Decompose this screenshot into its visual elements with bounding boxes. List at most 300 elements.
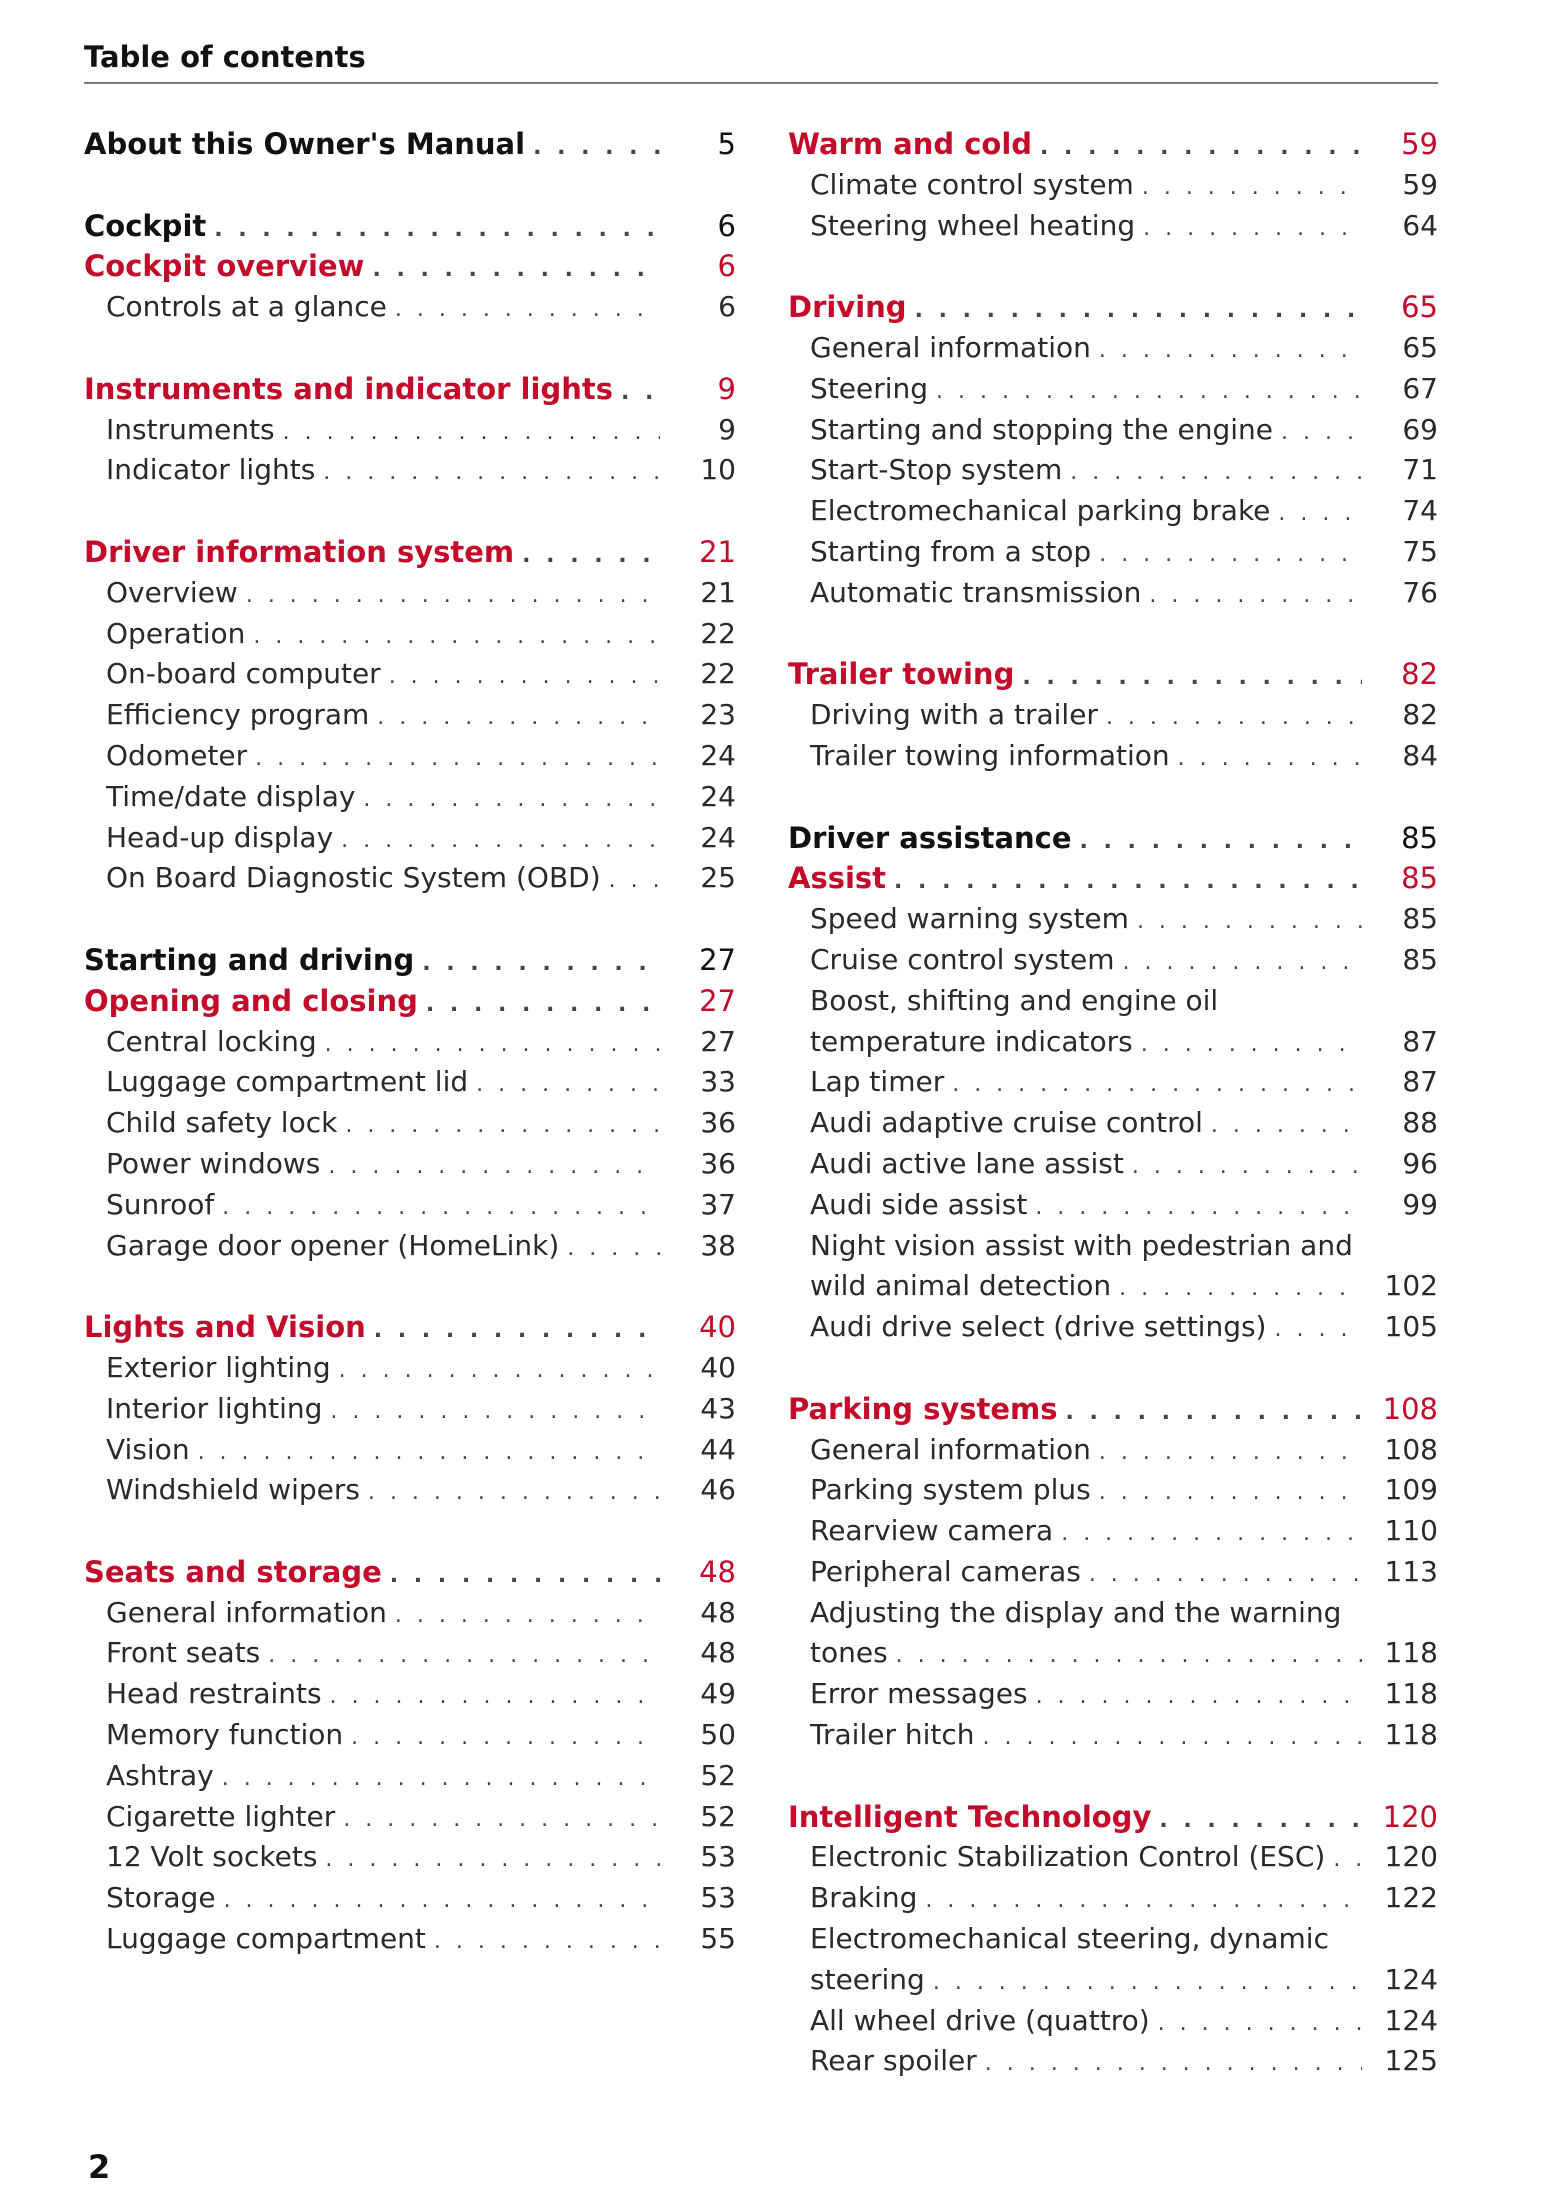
dot-leader xyxy=(1027,1188,1362,1229)
entry-title: Starting from a stop xyxy=(810,534,1092,568)
toc-entry[interactable] xyxy=(84,1022,736,1063)
section-title: Cockpit xyxy=(84,208,207,243)
toc-entry[interactable] xyxy=(788,491,1438,532)
toc-entry[interactable] xyxy=(788,206,1438,247)
page-ref: 102 xyxy=(1384,1269,1438,1303)
entry-title: Start-Stop system xyxy=(810,453,1063,487)
toc-section-heading[interactable] xyxy=(788,124,1438,165)
dot-leader xyxy=(928,372,1362,413)
page-ref: 40 xyxy=(700,1350,736,1384)
toc-entry[interactable] xyxy=(84,1062,736,1103)
entry-title: Peripheral cameras xyxy=(810,1554,1081,1588)
entry-title: Storage xyxy=(106,1881,216,1915)
entry-title: Speed warning system xyxy=(810,902,1129,936)
section-title: Seats and storage xyxy=(84,1554,382,1589)
entry-title: General information xyxy=(106,1595,387,1629)
toc-entry[interactable] xyxy=(84,695,736,736)
entry-title: Error messages xyxy=(810,1677,1028,1711)
dot-leader xyxy=(1091,331,1362,372)
dot-leader xyxy=(1133,1025,1362,1066)
page-ref: 23 xyxy=(700,698,736,732)
entry-title: Braking xyxy=(810,1881,918,1915)
section-title: Intelligent Technology xyxy=(788,1799,1152,1834)
dot-leader xyxy=(320,1147,660,1188)
dot-leader xyxy=(1124,1147,1362,1188)
entry-title: Overview xyxy=(106,575,238,609)
page-ref: 74 xyxy=(1402,494,1438,528)
dot-leader xyxy=(369,698,660,739)
dot-leader xyxy=(1134,168,1362,209)
dot-leader xyxy=(1170,739,1362,780)
page-ref: 59 xyxy=(1402,167,1438,201)
page-ref: 53 xyxy=(700,1840,736,1874)
toc-entry[interactable] xyxy=(84,818,736,859)
page-ref: 59 xyxy=(1401,127,1438,161)
toc-section-heading[interactable] xyxy=(84,981,736,1022)
toc-section-heading[interactable] xyxy=(788,1389,1438,1430)
page-ref: 82 xyxy=(1402,698,1438,732)
page-ref: 6 xyxy=(718,290,736,324)
dot-leader xyxy=(381,657,660,698)
toc-entry[interactable] xyxy=(788,1511,1438,1552)
page-ref: 33 xyxy=(700,1065,736,1099)
entry-title: Child safety lock xyxy=(106,1106,338,1140)
dot-leader xyxy=(1141,576,1362,617)
dot-leader xyxy=(382,1556,660,1597)
section-gap xyxy=(788,1756,1438,1797)
page-ref: 124 xyxy=(1384,1962,1438,1996)
toc-section-heading[interactable] xyxy=(84,940,736,981)
entry-title: Operation xyxy=(106,616,246,650)
page-ref: 108 xyxy=(1382,1391,1438,1426)
toc-entry[interactable] xyxy=(788,1062,1438,1103)
page-ref: 6 xyxy=(717,208,736,243)
toc-entry[interactable] xyxy=(84,1185,736,1226)
dot-leader xyxy=(1273,413,1362,454)
entry-title: Efficiency program xyxy=(106,698,370,732)
section-title: Opening and closing xyxy=(84,983,418,1018)
page-ref: 5 xyxy=(717,127,736,161)
page-ref: 113 xyxy=(1384,1554,1438,1588)
dot-leader xyxy=(1091,1433,1362,1474)
dot-leader xyxy=(1150,2004,1362,2045)
page-ref: 71 xyxy=(1402,453,1438,487)
section-gap xyxy=(788,1348,1438,1389)
toc-section-heading[interactable] xyxy=(788,818,1438,859)
toc-entry[interactable] xyxy=(788,1960,1438,2001)
page-ref: 65 xyxy=(1402,330,1438,364)
page-ref: 82 xyxy=(1401,657,1438,692)
dot-leader xyxy=(1129,902,1362,943)
toc-entry[interactable] xyxy=(788,1919,1438,1960)
entry-title: Central locking xyxy=(106,1024,317,1058)
section-gap xyxy=(84,165,736,206)
entry-title: Rear spoiler xyxy=(810,2044,977,2078)
page-ref: 105 xyxy=(1384,1310,1438,1344)
entry-title: Lap timer xyxy=(810,1065,945,1099)
toc-entry[interactable] xyxy=(788,165,1438,206)
toc-entry[interactable] xyxy=(788,1266,1438,1307)
entry-title: Steering wheel heating xyxy=(810,208,1136,242)
toc-entry[interactable] xyxy=(788,1430,1438,1471)
section-title: Trailer towing xyxy=(788,657,1015,692)
dot-leader xyxy=(426,1922,660,1963)
page-ref: 87 xyxy=(1402,1065,1438,1099)
page-ref: 25 xyxy=(700,861,736,895)
page-ref: 52 xyxy=(700,1799,736,1833)
toc-entry[interactable] xyxy=(788,410,1438,451)
page-ref: 96 xyxy=(1402,1146,1438,1180)
section-title: Instruments and indicator lights xyxy=(84,371,613,406)
entry-title: Head restraints xyxy=(106,1677,322,1711)
toc-entry[interactable] xyxy=(788,981,1438,1022)
section-title: Cockpit overview xyxy=(84,249,365,284)
entry-title: Windshield wipers xyxy=(106,1473,360,1507)
entry-title: On Board Diagnostic System (OBD) xyxy=(106,861,601,895)
toc-section-heading[interactable] xyxy=(84,124,736,165)
toc-section-heading[interactable] xyxy=(788,1797,1438,1838)
page-ref: 55 xyxy=(700,1922,736,1956)
dot-leader xyxy=(1266,1310,1362,1351)
entry-title: tones xyxy=(810,1636,888,1670)
page-ref: 52 xyxy=(700,1758,736,1792)
dot-leader xyxy=(1203,1106,1362,1147)
page-ref: 40 xyxy=(699,1310,736,1345)
dot-leader xyxy=(1062,453,1362,494)
toc-entry[interactable] xyxy=(788,695,1438,736)
page-ref: 36 xyxy=(700,1146,736,1180)
dot-leader xyxy=(315,453,660,494)
dot-leader xyxy=(1098,698,1362,739)
dot-leader xyxy=(260,1636,660,1677)
section-title: Parking systems xyxy=(788,1391,1058,1426)
dot-leader xyxy=(387,1596,660,1637)
page-ref: 87 xyxy=(1402,1024,1438,1058)
dot-leader xyxy=(335,1800,660,1841)
toc-section-heading[interactable] xyxy=(84,206,736,247)
dot-leader xyxy=(360,1473,660,1514)
toc-entry[interactable] xyxy=(788,2041,1438,2082)
entry-title: Audi side assist xyxy=(810,1187,1028,1221)
toc-entry[interactable] xyxy=(84,1389,736,1430)
dot-leader xyxy=(888,1636,1362,1677)
toc-entry[interactable] xyxy=(788,1633,1438,1674)
toc-entry[interactable] xyxy=(788,1144,1438,1185)
dot-leader xyxy=(1091,1473,1362,1514)
page-ref: 49 xyxy=(700,1677,736,1711)
page-ref: 67 xyxy=(1402,371,1438,405)
entry-title: Time/date display xyxy=(106,779,356,813)
toc-entry[interactable] xyxy=(788,1837,1438,1878)
section-title: Lights and Vision xyxy=(84,1310,366,1345)
page-ref: 22 xyxy=(700,657,736,691)
dot-leader xyxy=(343,1718,660,1759)
entry-title: Night vision assist with pedestrian and xyxy=(810,1228,1353,1262)
entry-title: Audi drive select (drive settings) xyxy=(810,1310,1267,1344)
page-ref: 48 xyxy=(699,1554,736,1589)
entry-title: Parking system plus xyxy=(810,1473,1091,1507)
dot-leader xyxy=(238,576,660,617)
toc-entry[interactable] xyxy=(84,1226,736,1267)
entry-title: Indicator lights xyxy=(106,453,316,487)
dot-leader xyxy=(977,2044,1362,2085)
section-title: Driver assistance xyxy=(788,820,1072,855)
entry-title: Controls at a glance xyxy=(106,290,387,324)
dot-leader xyxy=(214,1188,660,1229)
page-ref: 108 xyxy=(1384,1432,1438,1466)
toc-entry[interactable] xyxy=(84,1633,736,1674)
toc-entry[interactable] xyxy=(84,1593,736,1634)
page-ref: 84 xyxy=(1402,738,1438,772)
toc-entry[interactable] xyxy=(788,1878,1438,1919)
page-ref: 48 xyxy=(700,1595,736,1629)
toc-entry[interactable] xyxy=(788,328,1438,369)
dot-leader xyxy=(331,1351,660,1392)
entry-title: Boost, shifting and engine oil xyxy=(810,983,1219,1017)
toc-entry[interactable] xyxy=(84,1144,736,1185)
page-ref: 22 xyxy=(700,616,736,650)
dot-leader xyxy=(1032,128,1362,169)
entry-title: Cigarette lighter xyxy=(106,1799,336,1833)
page-ref: 124 xyxy=(1384,2003,1438,2037)
entry-title: Instruments xyxy=(106,412,275,446)
entry-title: Steering xyxy=(810,371,929,405)
toc-entry[interactable] xyxy=(84,736,736,777)
dot-leader xyxy=(601,861,660,902)
toc-entry[interactable] xyxy=(84,614,736,655)
toc-entry[interactable] xyxy=(84,1878,736,1919)
entry-title: General information xyxy=(810,1432,1091,1466)
toc-entry[interactable] xyxy=(788,369,1438,410)
entry-title: 12 Volt sockets xyxy=(106,1840,318,1874)
page-ref: 24 xyxy=(700,779,736,813)
toc-entry[interactable] xyxy=(84,654,736,695)
toc-entry[interactable] xyxy=(84,410,736,451)
section-gap xyxy=(84,1511,736,1552)
page-ref: 24 xyxy=(700,738,736,772)
dot-leader xyxy=(216,1881,660,1922)
toc-entry[interactable] xyxy=(84,450,736,491)
page-ref: 65 xyxy=(1401,290,1438,325)
dot-leader xyxy=(917,1881,1362,1922)
section-gap xyxy=(84,328,736,369)
toc-entry[interactable] xyxy=(788,573,1438,614)
page-ref: 10 xyxy=(700,453,736,487)
dot-leader xyxy=(337,1106,660,1147)
page-ref: 118 xyxy=(1384,1636,1438,1670)
toc-section-heading[interactable] xyxy=(788,654,1438,695)
entry-title: Sunroof xyxy=(106,1187,215,1221)
toc-entry[interactable] xyxy=(788,1593,1438,1634)
dot-leader xyxy=(364,250,660,291)
toc-entry[interactable] xyxy=(788,1307,1438,1348)
page-ref: 85 xyxy=(1402,902,1438,936)
page-ref: 85 xyxy=(1401,820,1438,855)
dot-leader xyxy=(559,1229,660,1270)
entry-title: Cruise control system xyxy=(810,942,1115,976)
toc-entry[interactable] xyxy=(84,858,736,899)
toc-section-heading[interactable] xyxy=(788,858,1438,899)
dot-leader xyxy=(925,1963,1362,2004)
toc-entry[interactable] xyxy=(788,1226,1438,1267)
entry-title: Power windows xyxy=(106,1146,321,1180)
section-gap xyxy=(84,491,736,532)
page-header: Table of contents xyxy=(84,40,1438,84)
toc-entry[interactable] xyxy=(84,1470,736,1511)
toc-entry[interactable] xyxy=(788,2001,1438,2042)
toc-entry[interactable] xyxy=(84,1674,736,1715)
dot-leader xyxy=(514,536,660,577)
entry-title: Ashtray xyxy=(106,1758,214,1792)
page-ref: 85 xyxy=(1402,942,1438,976)
toc-entry[interactable] xyxy=(84,287,736,328)
entry-title: Odometer xyxy=(106,738,248,772)
dot-leader xyxy=(414,944,660,985)
dot-leader xyxy=(1014,658,1362,699)
dot-leader xyxy=(317,1025,660,1066)
section-title: Starting and driving xyxy=(84,942,415,977)
page-ref: 46 xyxy=(700,1473,736,1507)
page-ref: 9 xyxy=(718,412,736,446)
page-ref: 24 xyxy=(700,820,736,854)
toc-entry[interactable] xyxy=(788,1185,1438,1226)
dot-leader xyxy=(366,1311,660,1352)
page-ref: 76 xyxy=(1402,575,1438,609)
section-gap xyxy=(84,899,736,940)
toc-section-heading[interactable] xyxy=(84,1552,736,1593)
dot-leader xyxy=(214,1759,660,1800)
dot-leader xyxy=(1072,822,1362,863)
page-ref: 36 xyxy=(700,1106,736,1140)
toc-entry[interactable] xyxy=(84,1837,736,1878)
dot-leader xyxy=(333,821,660,862)
entry-title: General information xyxy=(810,330,1091,364)
toc-entry[interactable] xyxy=(84,1756,736,1797)
entry-title: Starting and stopping the engine xyxy=(810,412,1273,446)
page-ref: 38 xyxy=(700,1228,736,1262)
toc-section-heading[interactable] xyxy=(788,287,1438,328)
page-ref: 109 xyxy=(1384,1473,1438,1507)
section-gap xyxy=(788,246,1438,287)
toc-entry[interactable] xyxy=(84,1715,736,1756)
toc-entry[interactable] xyxy=(788,1022,1438,1063)
entry-title: wild animal detection xyxy=(810,1269,1112,1303)
toc-entry[interactable] xyxy=(84,573,736,614)
dot-leader xyxy=(355,780,660,821)
toc-entry[interactable] xyxy=(788,450,1438,491)
toc-right-column xyxy=(788,124,1438,2082)
page-ref: 85 xyxy=(1401,861,1438,896)
toc-entry[interactable] xyxy=(84,1919,736,1960)
toc-entry[interactable] xyxy=(84,1103,736,1144)
dot-leader xyxy=(1115,943,1363,984)
toc-entry[interactable] xyxy=(84,1797,736,1838)
dot-leader xyxy=(247,739,660,780)
toc-entry[interactable] xyxy=(788,1674,1438,1715)
toc-entry[interactable] xyxy=(84,1430,736,1471)
toc-entry[interactable] xyxy=(788,1715,1438,1756)
dot-leader xyxy=(206,210,660,251)
toc-entry[interactable] xyxy=(84,1348,736,1389)
dot-leader xyxy=(245,617,660,658)
section-title: About this Owner's Manual xyxy=(84,127,526,161)
dot-leader xyxy=(418,985,660,1026)
dot-leader xyxy=(613,373,660,414)
section-gap xyxy=(84,1266,736,1307)
toc-entry[interactable] xyxy=(788,940,1438,981)
page-ref: 110 xyxy=(1384,1514,1438,1548)
toc-entry[interactable] xyxy=(788,1552,1438,1593)
entry-title: Adjusting the display and the warning xyxy=(810,1595,1342,1629)
page-ref: 75 xyxy=(1402,534,1438,568)
entry-title: Audi active lane assist xyxy=(810,1146,1124,1180)
page-ref: 53 xyxy=(700,1881,736,1915)
toc-section-heading[interactable] xyxy=(84,532,736,573)
dot-leader xyxy=(275,413,660,454)
toc-section-heading[interactable] xyxy=(84,1307,736,1348)
entry-title: Front seats xyxy=(106,1636,261,1670)
entry-title: Garage door opener (HomeLink) xyxy=(106,1228,560,1262)
dot-leader xyxy=(525,128,660,169)
entry-title: Audi adaptive cruise control xyxy=(810,1106,1203,1140)
toc-section-heading[interactable] xyxy=(84,369,736,410)
entry-title: All wheel drive (quattro) xyxy=(810,2003,1150,2037)
toc-entry[interactable] xyxy=(788,532,1438,573)
dot-leader xyxy=(190,1433,660,1474)
entry-title: Automatic transmission xyxy=(810,575,1142,609)
entry-title: Climate control system xyxy=(810,167,1134,201)
dot-leader xyxy=(1081,1555,1362,1596)
page-ref: 50 xyxy=(700,1718,736,1752)
entry-title: Memory function xyxy=(106,1718,344,1752)
page-ref: 64 xyxy=(1402,208,1438,242)
dot-leader xyxy=(322,1677,660,1718)
toc-section-heading[interactable] xyxy=(84,246,736,287)
dot-leader xyxy=(975,1718,1363,1759)
toc-entry[interactable] xyxy=(788,1103,1438,1144)
page-ref: 118 xyxy=(1384,1677,1438,1711)
dot-leader xyxy=(1325,1840,1362,1881)
toc-entry[interactable] xyxy=(788,899,1438,940)
dot-leader xyxy=(907,291,1362,332)
section-gap xyxy=(788,777,1438,818)
toc-entry[interactable] xyxy=(788,1470,1438,1511)
dot-leader xyxy=(886,862,1362,903)
section-gap xyxy=(788,614,1438,655)
page-ref: 99 xyxy=(1402,1187,1438,1221)
dot-leader xyxy=(944,1065,1362,1106)
page-ref: 21 xyxy=(700,575,736,609)
page-ref: 27 xyxy=(699,942,736,977)
toc-entry[interactable] xyxy=(84,777,736,818)
page-ref: 125 xyxy=(1384,2044,1438,2078)
toc-entry[interactable] xyxy=(788,736,1438,777)
entry-title: steering xyxy=(810,1962,925,1996)
page-ref: 118 xyxy=(1384,1718,1438,1752)
dot-leader xyxy=(1028,1677,1362,1718)
page-ref: 44 xyxy=(700,1432,736,1466)
dot-leader xyxy=(1151,1801,1362,1842)
dot-leader xyxy=(1091,535,1362,576)
page-ref: 21 xyxy=(699,534,736,569)
page-ref: 43 xyxy=(700,1391,736,1425)
entry-title: Trailer towing information xyxy=(810,738,1170,772)
dot-leader xyxy=(1058,1393,1362,1434)
section-title: Warm and cold xyxy=(788,127,1033,161)
entry-title: Luggage compartment xyxy=(106,1922,426,1956)
page-ref: 120 xyxy=(1384,1840,1438,1874)
dot-leader xyxy=(1111,1269,1362,1310)
